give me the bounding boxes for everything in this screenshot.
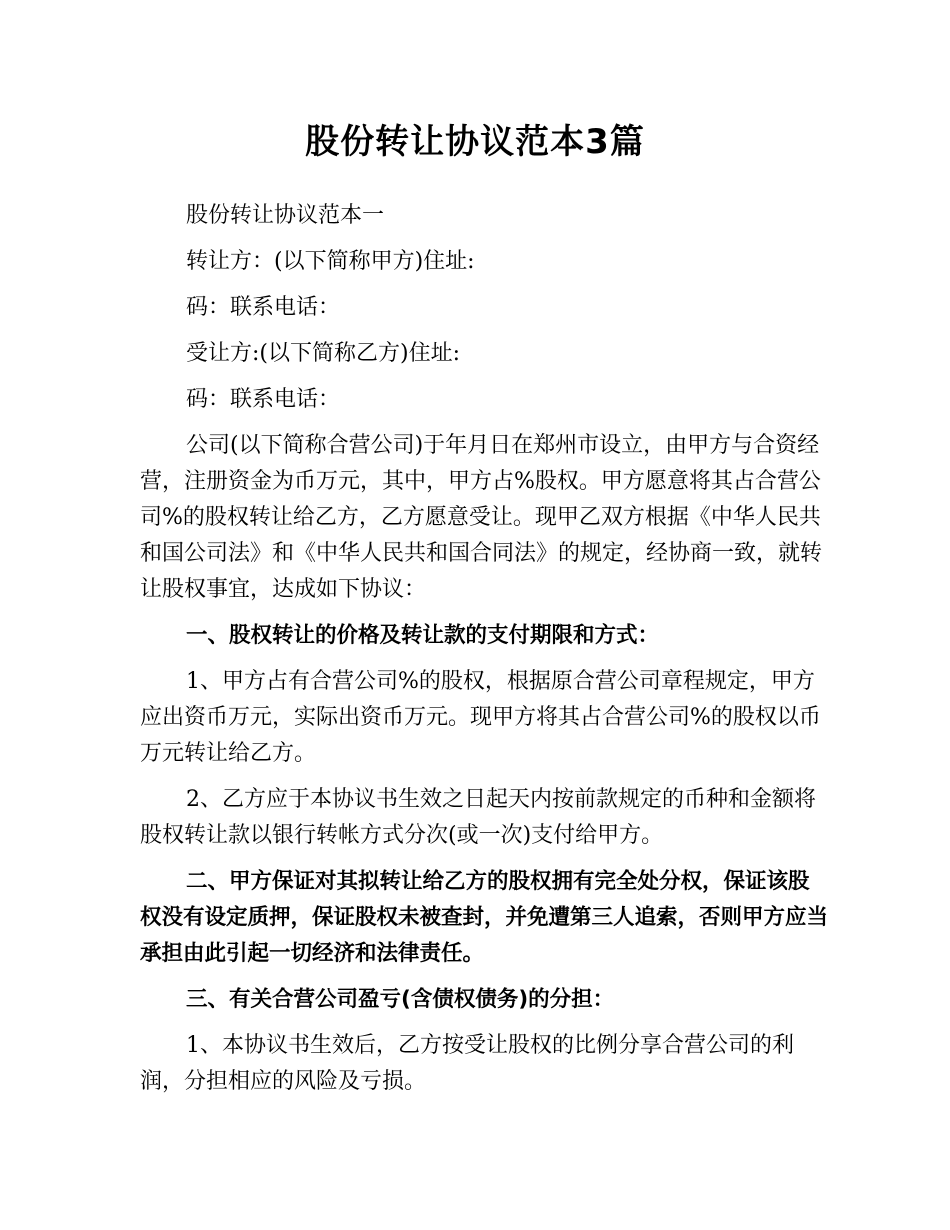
transferee-contact-line: 码：联系电话：	[186, 387, 341, 412]
section-heading-2: 二、甲方保证对其拟转让给乙方的股权拥有完全处分权，保证该股权没有设定质押，保证股权未被查封，并免遭第三人追索，否则甲方应当承担由此引起一切经济和法律责任。	[140, 869, 829, 966]
clause-3-1: 1、本协议书生效后，乙方按受让股权的比例分享合营公司的利润，分担相应的风险及亏损。	[140, 1033, 794, 1094]
document-body	[140, 198, 830, 1110]
transferor-line: 转让方：(以下简称甲方)住址:	[186, 249, 475, 274]
section-heading-3: 三、有关合营公司盈亏(含债权债务)的分担：	[186, 987, 615, 1012]
clause-1-2: 2、乙方应于本协议书生效之日起天内按前款规定的币种和金额将股权转让款以银行转帐方式分次(或一次)支付给甲方。	[140, 787, 816, 848]
section-heading-1: 一、股权转让的价格及转让款的支付期限和方式：	[186, 623, 660, 648]
clause-1-1: 1、甲方占有合营公司%的股权，根据原合营公司章程规定，甲方应出资币万元，实际出资币万元。现甲方将其占合营公司%的股权以币万元转让给乙方。	[140, 669, 821, 766]
transferee-line: 受让方:(以下简称乙方)住址:	[186, 341, 460, 366]
transferor-contact-line: 码：联系电话：	[186, 295, 341, 320]
intro-paragraph: 公司(以下简称合营公司)于年月日在郑州市设立，由甲方与合资经营，注册资金为币万元，其中，甲方占%股权。甲方愿意将其占合营公司%的股权转让给乙方，乙方愿意受让。现甲乙双方根据《中华人民共和国公司法》和《中华人民共和国合同法》的规定，经协商一致，就转让股权事宜，达成如下协议：	[140, 433, 823, 602]
document-title: 股份转让协议范本3篇	[305, 122, 645, 162]
subtitle-paragraph: 股份转让协议范本一	[186, 203, 385, 228]
